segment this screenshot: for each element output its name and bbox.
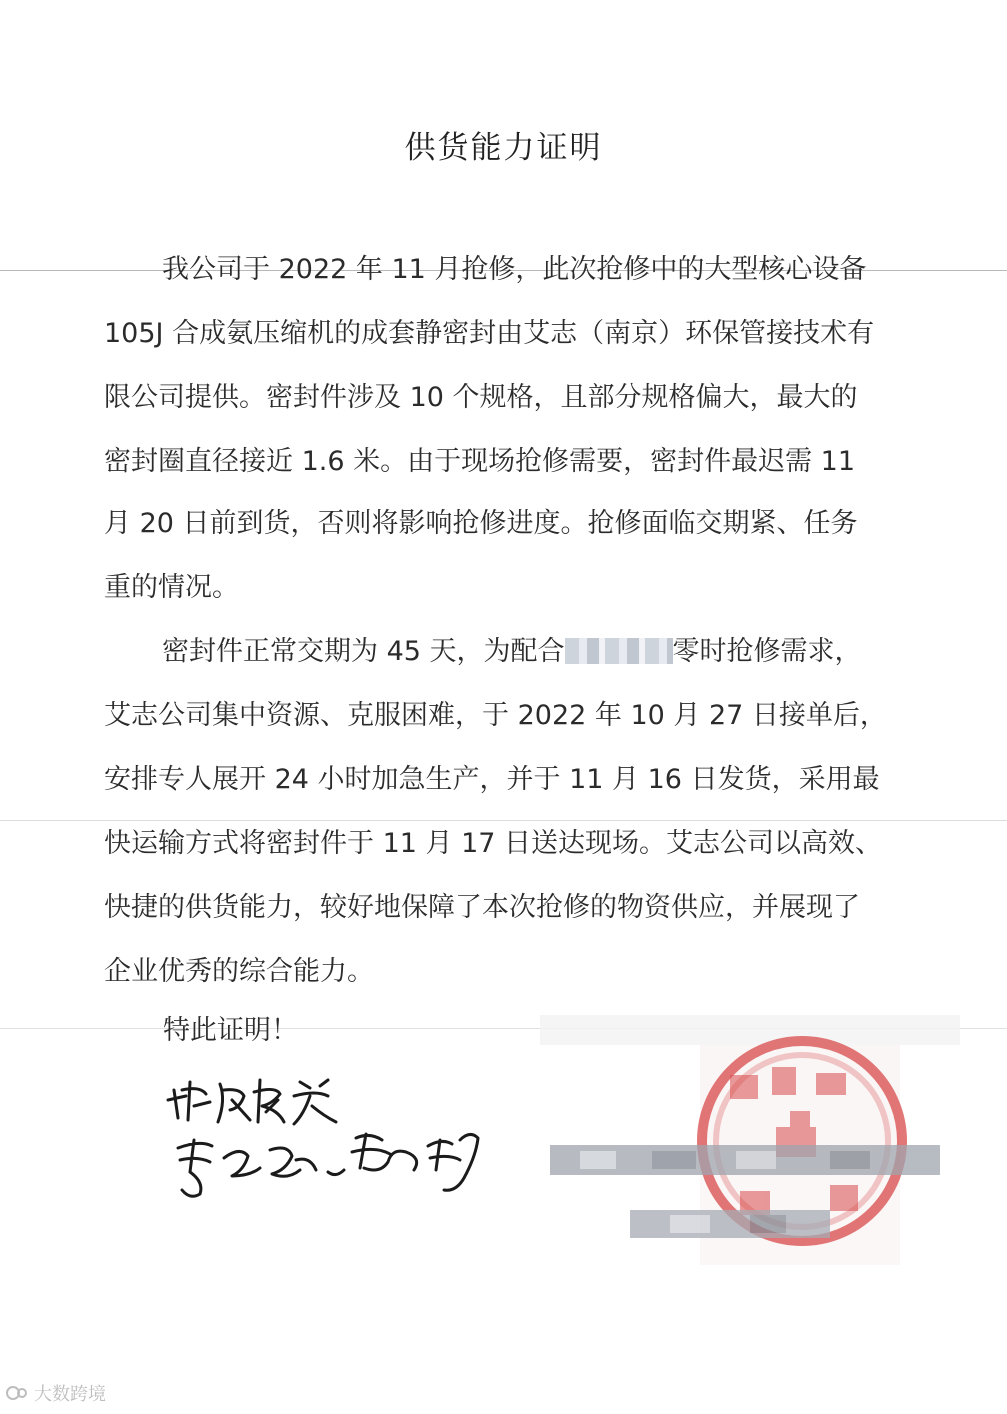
paragraph-line	[162, 634, 862, 670]
paragraph-line: 快捷的供货能力，较好地保障了本次抢修的物资供应，并展现了	[104, 892, 860, 923]
paragraph-line: 快运输方式将密封件于 11 月 17 日送达现场。艾志公司以高效、	[104, 828, 883, 859]
watermark-text: 大数跨境	[34, 1384, 106, 1405]
watermark	[6, 1380, 106, 1406]
paragraph-line: 月 20 日前到货，否则将影响抢修进度。抢修面临交期紧、任务	[104, 508, 858, 539]
paragraph-line: 企业优秀的综合能力。	[104, 956, 374, 987]
redacted-name	[565, 638, 673, 664]
company-seal	[540, 1015, 960, 1265]
paragraph-text: 零时抢修需求，	[672, 636, 862, 667]
paragraph-line: 105J 合成氨压缩机的成套静密封由艾志（南京）环保管接技术有	[104, 318, 875, 349]
paragraph-text: 密封件正常交期为 45 天，为配合	[162, 636, 565, 667]
paragraph-line: 密封圈直径接近 1.6 米。由于现场抢修需要，密封件最迟需 11	[104, 446, 856, 477]
handwritten-signature	[160, 1060, 520, 1220]
page-title: 供货能力证明	[404, 130, 603, 166]
paragraph-line: 限公司提供。密封件涉及 10 个规格，且部分规格偏大，最大的	[104, 382, 858, 413]
paragraph-line: 艾志公司集中资源、克服困难，于 2022 年 10 月 27 日接单后，	[104, 700, 887, 731]
closing-text: 特此证明！	[163, 1015, 298, 1046]
paragraph-line: 我公司于 2022 年 11 月抢修，此次抢修中的大型核心设备	[162, 254, 867, 285]
scan-line	[0, 820, 1007, 821]
paragraph-line: 重的情况。	[104, 572, 239, 603]
paragraph-line: 安排专人展开 24 小时加急生产，并于 11 月 16 日发货，采用最	[104, 764, 880, 795]
watermark-logo-icon	[6, 1384, 28, 1402]
